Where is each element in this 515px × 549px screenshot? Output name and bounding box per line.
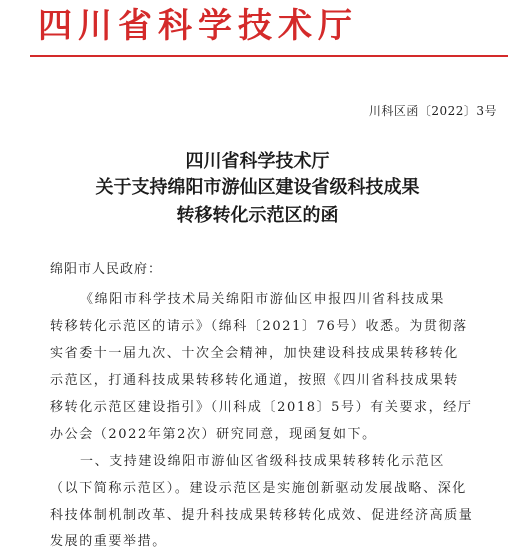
paragraph-line: 移转化示范区建设指引》（川科成〔2018〕5号）有关要求，经厅 <box>50 400 473 415</box>
document-number: 川科区函〔2022〕3号 <box>368 104 497 118</box>
paragraph-line: 《绵阳市科学技术局关绵阳市游仙区申报四川省科技成果 <box>80 292 446 307</box>
paragraph-line: 实省委十一届九次、十次全会精神，加快建设科技成果转移转化 <box>50 346 459 361</box>
paragraph-line: 示范区，打通科技成果转移转化通道，按照《四川省科技成果转 <box>50 373 459 388</box>
paragraph-line: 科技体制机制改革、提升科技成果转移转化成效、促进经济高质量 <box>50 508 474 523</box>
document-title-line: 关于支持绵阳市游仙区建设省级科技成果 <box>95 177 420 198</box>
paragraph-line: 转移转化示范区的请示》（绵科〔2021〕76号）收悉。为贯彻落 <box>50 319 468 334</box>
paragraph-line: 发展的重要举措。 <box>50 534 167 549</box>
salutation: 绵阳市人民政府： <box>50 262 163 277</box>
paragraph-line: 一、支持建设绵阳市游仙区省级科技成果转移转化示范区 <box>80 454 446 469</box>
paragraph-line: 办公会（2022年第2次）研究同意，现函复如下。 <box>50 427 377 442</box>
document-title-line: 四川省科学技术厅 <box>185 151 330 172</box>
letterhead-title: 四川省科学技术厅 <box>38 6 358 46</box>
letterhead-red-rule <box>30 55 508 57</box>
paragraph-line: （以下简称示范区）。建设示范区是实施创新驱动发展战略、深化 <box>50 481 467 496</box>
document-title-line: 转移转化示范区的函 <box>176 205 339 226</box>
